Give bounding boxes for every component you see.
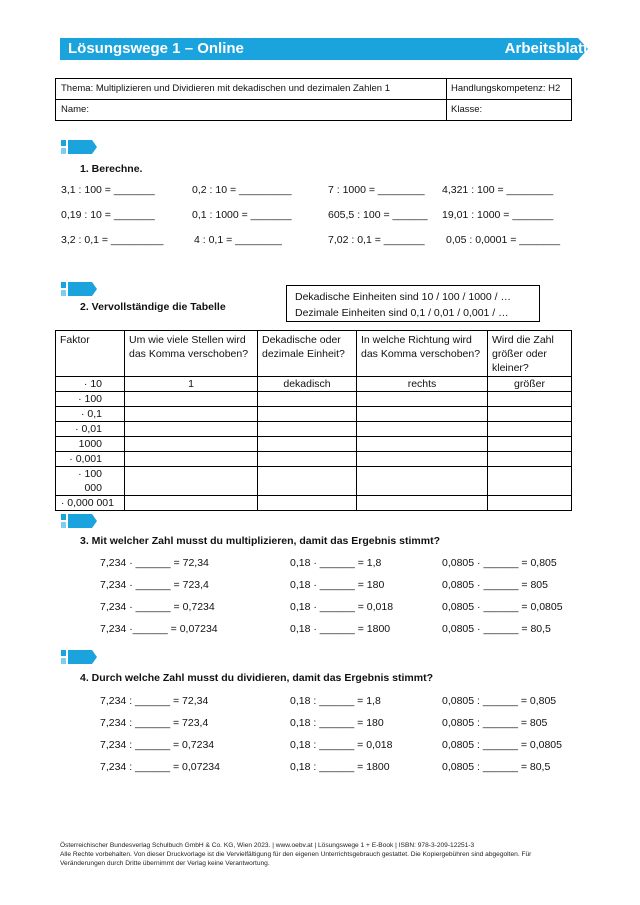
factor-cell: · 0,000 001 bbox=[56, 496, 125, 511]
table-cell[interactable] bbox=[488, 407, 572, 422]
exercise-item: 0,18 · ______ = 180 bbox=[290, 579, 385, 591]
exercise-item: 0,0805 · ______ = 0,805 bbox=[442, 557, 557, 569]
table-cell[interactable] bbox=[357, 452, 488, 467]
table-cell[interactable] bbox=[125, 392, 258, 407]
table-row bbox=[56, 437, 572, 452]
table-cell[interactable] bbox=[488, 467, 572, 496]
column-header: In welche Richtung wird das Komma verschoben? bbox=[357, 331, 488, 377]
table-cell[interactable] bbox=[125, 407, 258, 422]
table-cell[interactable]: dekadisch bbox=[258, 377, 357, 392]
hint-decadic: Dekadische Einheiten sind 10 / 100 / 1000 / … bbox=[295, 291, 511, 303]
table-cell[interactable] bbox=[488, 437, 572, 452]
exercise-item: 0,0805 · ______ = 0,0805 bbox=[442, 601, 563, 613]
table-cell[interactable] bbox=[357, 422, 488, 437]
exercise-item: 7,234 ·______ = 0,07234 bbox=[100, 623, 218, 635]
exercise-item: 605,5 : 100 = ______ bbox=[328, 209, 428, 221]
factor-cell: · 100 000 bbox=[56, 467, 125, 496]
exercise-4-heading: 4. Durch welche Zahl musst du dividieren, damit das Ergebnis stimmt? bbox=[80, 672, 433, 684]
exercise-item: 7,234 : ______ = 0,7234 bbox=[100, 739, 215, 751]
table-row bbox=[56, 422, 572, 437]
table-cell[interactable]: größer bbox=[488, 377, 572, 392]
section-marker-icon bbox=[61, 514, 95, 528]
exercise-item: 7,02 : 0,1 = _______ bbox=[328, 234, 425, 246]
exercise-item: 0,0805 : ______ = 805 bbox=[442, 717, 548, 729]
table-row bbox=[56, 467, 572, 496]
footer-disclaimer: Veränderungen durch Dritte übernimmt der Verlag keine Verantwortung. bbox=[60, 860, 270, 867]
exercise-3-heading: 3. Mit welcher Zahl musst du multiplizieren, damit das Ergebnis stimmt? bbox=[80, 535, 440, 547]
table-row bbox=[56, 496, 572, 511]
footer-publisher: Österreichischer Bundesverlag Schulbuch GmbH & Co. KG, Wien 2023. | www.oebv.at | Lösungswege 1 + E-Book | ISBN: 978-3-209-12251-3 bbox=[60, 842, 475, 849]
exercise-item: 4 : 0,1 = ________ bbox=[194, 234, 282, 246]
info-box bbox=[55, 78, 572, 121]
exercise-item: 7,234 · ______ = 723,4 bbox=[100, 579, 209, 591]
exercise-item: 0,0805 : ______ = 0,0805 bbox=[442, 739, 562, 751]
exercise-item: 7,234 : ______ = 72,34 bbox=[100, 695, 209, 707]
exercise-item: 3,2 : 0,1 = _________ bbox=[61, 234, 164, 246]
exercise-item: 0,18 : ______ = 180 bbox=[290, 717, 384, 729]
footer bbox=[60, 841, 580, 868]
table-header-row bbox=[56, 331, 572, 377]
exercise-item: 0,18 : ______ = 1800 bbox=[290, 761, 390, 773]
exercise-item: 0,18 : ______ = 1,8 bbox=[290, 695, 381, 707]
header-title: Lösungswege 1 – Online bbox=[68, 40, 244, 57]
column-header: Faktor bbox=[56, 331, 125, 377]
table-cell[interactable] bbox=[488, 422, 572, 437]
table-cell[interactable] bbox=[357, 467, 488, 496]
table-cell[interactable] bbox=[258, 422, 357, 437]
table-cell[interactable]: 1 bbox=[125, 377, 258, 392]
section-marker-icon bbox=[61, 140, 95, 154]
table-row bbox=[56, 392, 572, 407]
table-cell[interactable] bbox=[258, 467, 357, 496]
exercise-item: 0,0805 · ______ = 80,5 bbox=[442, 623, 551, 635]
table-cell[interactable] bbox=[258, 437, 357, 452]
table-cell[interactable] bbox=[258, 392, 357, 407]
table-cell[interactable] bbox=[357, 392, 488, 407]
exercise-item: 19,01 : 1000 = _______ bbox=[442, 209, 554, 221]
hint-box bbox=[286, 285, 540, 322]
table-cell[interactable] bbox=[258, 407, 357, 422]
table-cell[interactable] bbox=[125, 422, 258, 437]
exercise-item: 7,234 · ______ = 0,7234 bbox=[100, 601, 215, 613]
exercise-item: 0,0805 · ______ = 805 bbox=[442, 579, 548, 591]
table-cell[interactable] bbox=[488, 392, 572, 407]
competence-label: Handlungskompetenz: H2 bbox=[451, 83, 561, 94]
section-marker-icon bbox=[61, 282, 95, 296]
hint-decimal: Dezimale Einheiten sind 0,1 / 0,01 / 0,001 / … bbox=[295, 307, 509, 319]
table-cell[interactable] bbox=[125, 467, 258, 496]
exercise-item: 0,18 · ______ = 1,8 bbox=[290, 557, 382, 569]
column-header: Wird die Zahl größer oder kleiner? bbox=[488, 331, 572, 377]
factor-cell: · 10 bbox=[56, 377, 125, 392]
exercise-item: 0,2 : 10 = _________ bbox=[192, 184, 292, 196]
header-worksheet-label: Arbeitsblatt bbox=[504, 40, 588, 57]
exercise-item: 3,1 : 100 = _______ bbox=[61, 184, 155, 196]
topic-label: Thema: Multiplizieren und Dividieren mit dekadischen und dezimalen Zahlen 1 bbox=[61, 83, 390, 94]
table-row bbox=[56, 407, 572, 422]
table-cell[interactable] bbox=[357, 437, 488, 452]
exercise-item: 0,0805 : ______ = 0,805 bbox=[442, 695, 557, 707]
factor-cell: · 100 bbox=[56, 392, 125, 407]
table-cell[interactable]: rechts bbox=[357, 377, 488, 392]
name-field[interactable]: Name: bbox=[61, 104, 89, 115]
table-cell[interactable] bbox=[258, 496, 357, 511]
exercise-item: 0,18 · ______ = 1800 bbox=[290, 623, 391, 635]
exercise-item: 0,05 : 0,0001 = _______ bbox=[446, 234, 561, 246]
exercise-item: 0,0805 : ______ = 80,5 bbox=[442, 761, 551, 773]
exercise-item: 0,18 : ______ = 0,018 bbox=[290, 739, 393, 751]
class-field[interactable]: Klasse: bbox=[451, 104, 483, 115]
factor-cell: · 0,1 bbox=[56, 407, 125, 422]
table-cell[interactable] bbox=[488, 452, 572, 467]
completion-table bbox=[55, 330, 572, 511]
table-cell[interactable] bbox=[258, 452, 357, 467]
table-cell[interactable] bbox=[125, 452, 258, 467]
table-cell[interactable] bbox=[357, 496, 488, 511]
factor-cell: 1000 bbox=[56, 437, 125, 452]
exercise-1-heading: 1. Berechne. bbox=[80, 163, 143, 175]
exercise-item: 0,18 · ______ = 0,018 bbox=[290, 601, 394, 613]
footer-rights: Alle Rechte vorbehalten. Von dieser Druckvorlage ist die Vervielfältigung für den eigenen Unterrichtsgebrauch gestattet. Die Kopiergebühren sind abgegolten. Für bbox=[60, 851, 532, 858]
factor-cell: · 0,001 bbox=[56, 452, 125, 467]
exercise-item: 0,19 : 10 = _______ bbox=[61, 209, 155, 221]
table-cell[interactable] bbox=[488, 496, 572, 511]
exercise-item: 4,321 : 100 = ________ bbox=[442, 184, 554, 196]
exercise-item: 0,1 : 1000 = _______ bbox=[192, 209, 292, 221]
column-header: Dekadische oder dezimale Einheit? bbox=[258, 331, 357, 377]
table-row bbox=[56, 377, 572, 392]
table-row bbox=[56, 452, 572, 467]
factor-cell: · 0,01 bbox=[56, 422, 125, 437]
exercise-item: 7,234 : ______ = 723,4 bbox=[100, 717, 209, 729]
section-marker-icon bbox=[61, 650, 95, 664]
exercise-item: 7,234 · ______ = 72,34 bbox=[100, 557, 209, 569]
table-cell[interactable] bbox=[125, 437, 258, 452]
exercise-2-heading: 2. Vervollständige die Tabelle bbox=[80, 301, 226, 313]
exercise-item: 7,234 : ______ = 0,07234 bbox=[100, 761, 220, 773]
table-cell[interactable] bbox=[357, 407, 488, 422]
column-header: Um wie viele Stellen wird das Komma verschoben? bbox=[125, 331, 258, 377]
table-cell[interactable] bbox=[125, 496, 258, 511]
exercise-item: 7 : 1000 = ________ bbox=[328, 184, 425, 196]
